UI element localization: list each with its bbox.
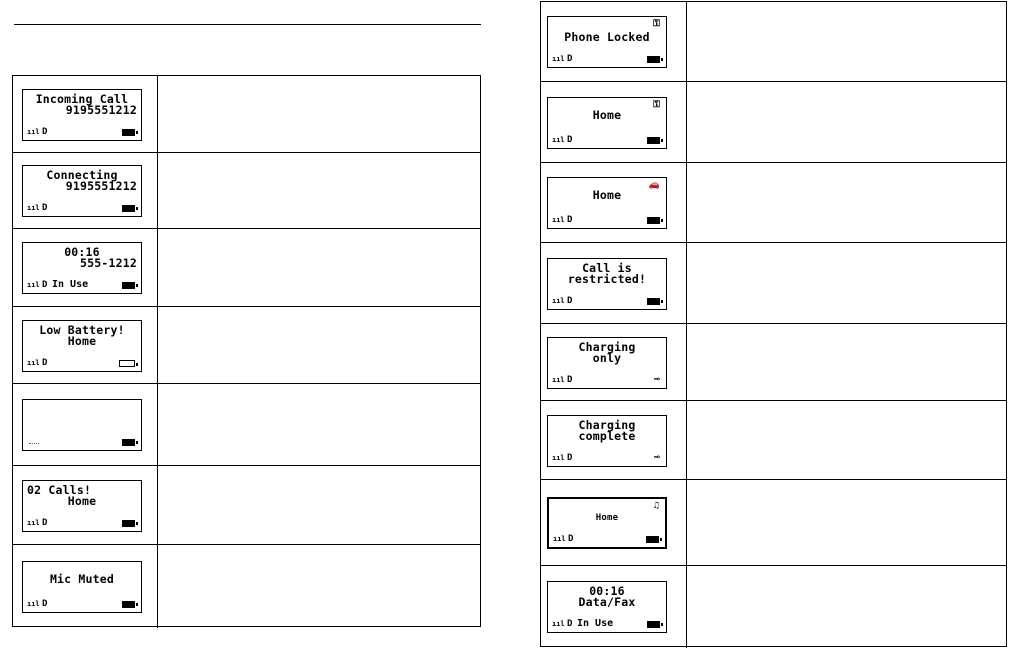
lcd-missed-calls	[22, 480, 142, 532]
signal-icon: ııl	[27, 359, 40, 367]
screen-cell	[541, 2, 687, 81]
lcd-line-2: Home	[592, 188, 622, 202]
lcd-line-1: 02 Calls!	[27, 483, 92, 497]
description-cell	[158, 229, 480, 306]
lcd-line-2: Home	[592, 108, 622, 122]
table-row	[13, 384, 480, 466]
battery-full-icon	[122, 439, 135, 446]
lcd-line-2: 555-1212	[80, 256, 137, 270]
battery-empty-icon	[119, 360, 135, 367]
lcd-line-1: Connecting	[46, 168, 118, 182]
status-bar	[552, 618, 662, 629]
signal-digital-indicator: D	[567, 215, 573, 225]
table-row	[541, 82, 1006, 163]
car-icon: 🚗	[648, 180, 660, 190]
lcd-data-fax	[547, 581, 667, 633]
screen-cell	[541, 324, 687, 400]
screen-cell	[13, 384, 158, 465]
screen-cell	[541, 243, 687, 323]
description-cell	[687, 401, 1006, 479]
description-cell	[158, 384, 480, 465]
left-screen-table	[12, 75, 481, 627]
lcd-call-timer	[22, 242, 142, 294]
lcd-charging-only	[547, 337, 667, 389]
lcd-incoming-call	[22, 89, 142, 141]
lcd-line-1: Charging	[578, 418, 636, 432]
lcd-line-2: only	[592, 351, 622, 365]
status-bar	[552, 295, 662, 306]
screen-cell	[541, 163, 687, 242]
signal-digital-indicator: D	[42, 280, 48, 290]
description-cell	[687, 2, 1006, 81]
lcd-line-2: 9195551212	[65, 179, 137, 193]
description-cell	[158, 153, 480, 228]
charger-plug-icon: ⊸	[653, 374, 660, 385]
description-cell	[687, 82, 1006, 162]
lcd-charging-complete	[547, 415, 667, 467]
no-signal-icon	[29, 443, 39, 444]
status-bar	[27, 279, 137, 290]
lcd-line-1: Charging	[578, 340, 636, 354]
lcd-line-1: Incoming Call	[35, 92, 129, 106]
signal-digital-indicator: D	[567, 375, 573, 385]
description-cell	[687, 566, 1006, 648]
table-row	[541, 2, 1006, 82]
signal-digital-indicator: D	[42, 358, 48, 368]
signal-icon: ııl	[27, 519, 40, 527]
lcd-line-2: 9195551212	[65, 103, 137, 117]
status-bar	[27, 126, 137, 137]
screen-cell	[13, 76, 158, 152]
description-cell	[158, 545, 480, 628]
screen-cell	[13, 153, 158, 228]
status-bar	[27, 436, 137, 447]
signal-digital-indicator: D	[42, 518, 48, 528]
lcd-home-bell	[547, 497, 667, 549]
battery-full-icon	[647, 621, 660, 628]
battery-full-icon	[122, 205, 135, 212]
signal-icon: ııl	[553, 535, 566, 543]
lcd-no-service	[22, 399, 142, 451]
bell-key-icon: ♫	[653, 501, 659, 511]
status-bar	[553, 533, 661, 544]
table-row	[541, 480, 1006, 566]
signal-digital-indicator: D	[567, 619, 573, 629]
battery-full-icon	[647, 56, 660, 63]
signal-digital-indicator: D	[567, 54, 573, 64]
lcd-line-1: Phone Locked	[564, 30, 650, 44]
battery-full-icon	[122, 520, 135, 527]
signal-icon: ııl	[552, 376, 565, 384]
description-cell	[687, 324, 1006, 400]
table-row	[541, 401, 1006, 480]
description-cell	[158, 307, 480, 383]
signal-digital-indicator: D	[567, 453, 573, 463]
screen-cell	[541, 566, 687, 648]
status-bar	[552, 53, 662, 64]
lcd-line-1: Mic Muted	[49, 572, 115, 586]
status-bar	[552, 374, 662, 385]
signal-icon: ııl	[27, 281, 40, 289]
battery-full-icon	[647, 217, 660, 224]
signal-icon: ııl	[27, 204, 40, 212]
signal-digital-indicator: D	[42, 599, 48, 609]
key-icon: ⚿	[653, 19, 660, 29]
lcd-mic-muted	[22, 561, 142, 613]
description-cell	[687, 480, 1006, 565]
lcd-phone-locked	[547, 16, 667, 68]
status-bar	[27, 357, 137, 368]
status-bar	[552, 214, 662, 225]
screen-cell	[541, 401, 687, 479]
in-use-label: In Use	[577, 618, 614, 629]
battery-full-icon	[122, 282, 135, 289]
lcd-home-key	[547, 97, 667, 149]
lcd-home-car	[547, 177, 667, 229]
screen-cell	[541, 82, 687, 162]
table-row	[541, 243, 1006, 324]
battery-full-icon	[122, 129, 135, 136]
signal-icon: ııl	[552, 620, 565, 628]
charger-plug-icon: ⊸	[653, 452, 660, 463]
signal-icon: ııl	[552, 297, 565, 305]
battery-full-icon	[646, 536, 659, 543]
table-row	[541, 324, 1006, 401]
description-cell	[158, 466, 480, 544]
in-use-label: In Use	[52, 279, 89, 290]
lcd-line-1: Call is	[582, 261, 632, 275]
screen-cell	[13, 229, 158, 306]
signal-icon: ııl	[552, 55, 565, 63]
screen-cell	[541, 480, 687, 565]
signal-digital-indicator: D	[568, 534, 574, 544]
signal-digital-indicator: D	[42, 203, 48, 213]
status-bar	[552, 134, 662, 145]
table-row	[13, 466, 480, 545]
lcd-low-battery	[22, 320, 142, 372]
right-screen-table	[540, 1, 1007, 647]
signal-icon: ııl	[552, 216, 565, 224]
description-cell	[687, 163, 1006, 242]
table-row	[13, 76, 480, 153]
table-row	[541, 566, 1006, 648]
battery-full-icon	[647, 298, 660, 305]
lcd-line-2: Home	[67, 494, 97, 508]
table-row	[13, 307, 480, 384]
signal-digital-indicator: D	[567, 135, 573, 145]
lcd-line-1: 00:16	[589, 584, 625, 598]
signal-digital-indicator: D	[567, 296, 573, 306]
signal-icon: ııl	[27, 128, 40, 136]
lcd-call-restricted	[547, 258, 667, 310]
battery-full-icon	[122, 601, 135, 608]
screen-cell	[13, 545, 158, 628]
screen-cell	[13, 307, 158, 383]
lcd-line-2: Home	[67, 334, 97, 348]
signal-icon: ııl	[552, 454, 565, 462]
battery-full-icon	[647, 137, 660, 144]
key-icon: ⚿	[653, 100, 660, 110]
status-bar	[27, 517, 137, 528]
signal-digital-indicator: D	[42, 127, 48, 137]
status-bar	[552, 452, 662, 463]
lcd-line-1: Low Battery!	[39, 323, 125, 337]
lcd-line-2: Data/Fax	[578, 595, 636, 609]
lcd-line-1: 00:16	[64, 245, 100, 259]
description-cell	[158, 76, 480, 152]
lcd-connecting	[22, 165, 142, 217]
lcd-line-2: complete	[578, 429, 636, 443]
section-rule	[14, 24, 481, 25]
table-row	[13, 153, 480, 229]
signal-icon: ııl	[27, 600, 40, 608]
status-bar	[27, 598, 137, 609]
signal-icon: ııl	[552, 136, 565, 144]
screen-cell	[13, 466, 158, 544]
table-row	[13, 229, 480, 307]
lcd-line-2: Home	[595, 513, 619, 523]
lcd-line-2: restricted!	[567, 272, 647, 286]
table-row	[13, 545, 480, 628]
description-cell	[687, 243, 1006, 323]
status-bar	[27, 202, 137, 213]
table-row	[541, 163, 1006, 243]
